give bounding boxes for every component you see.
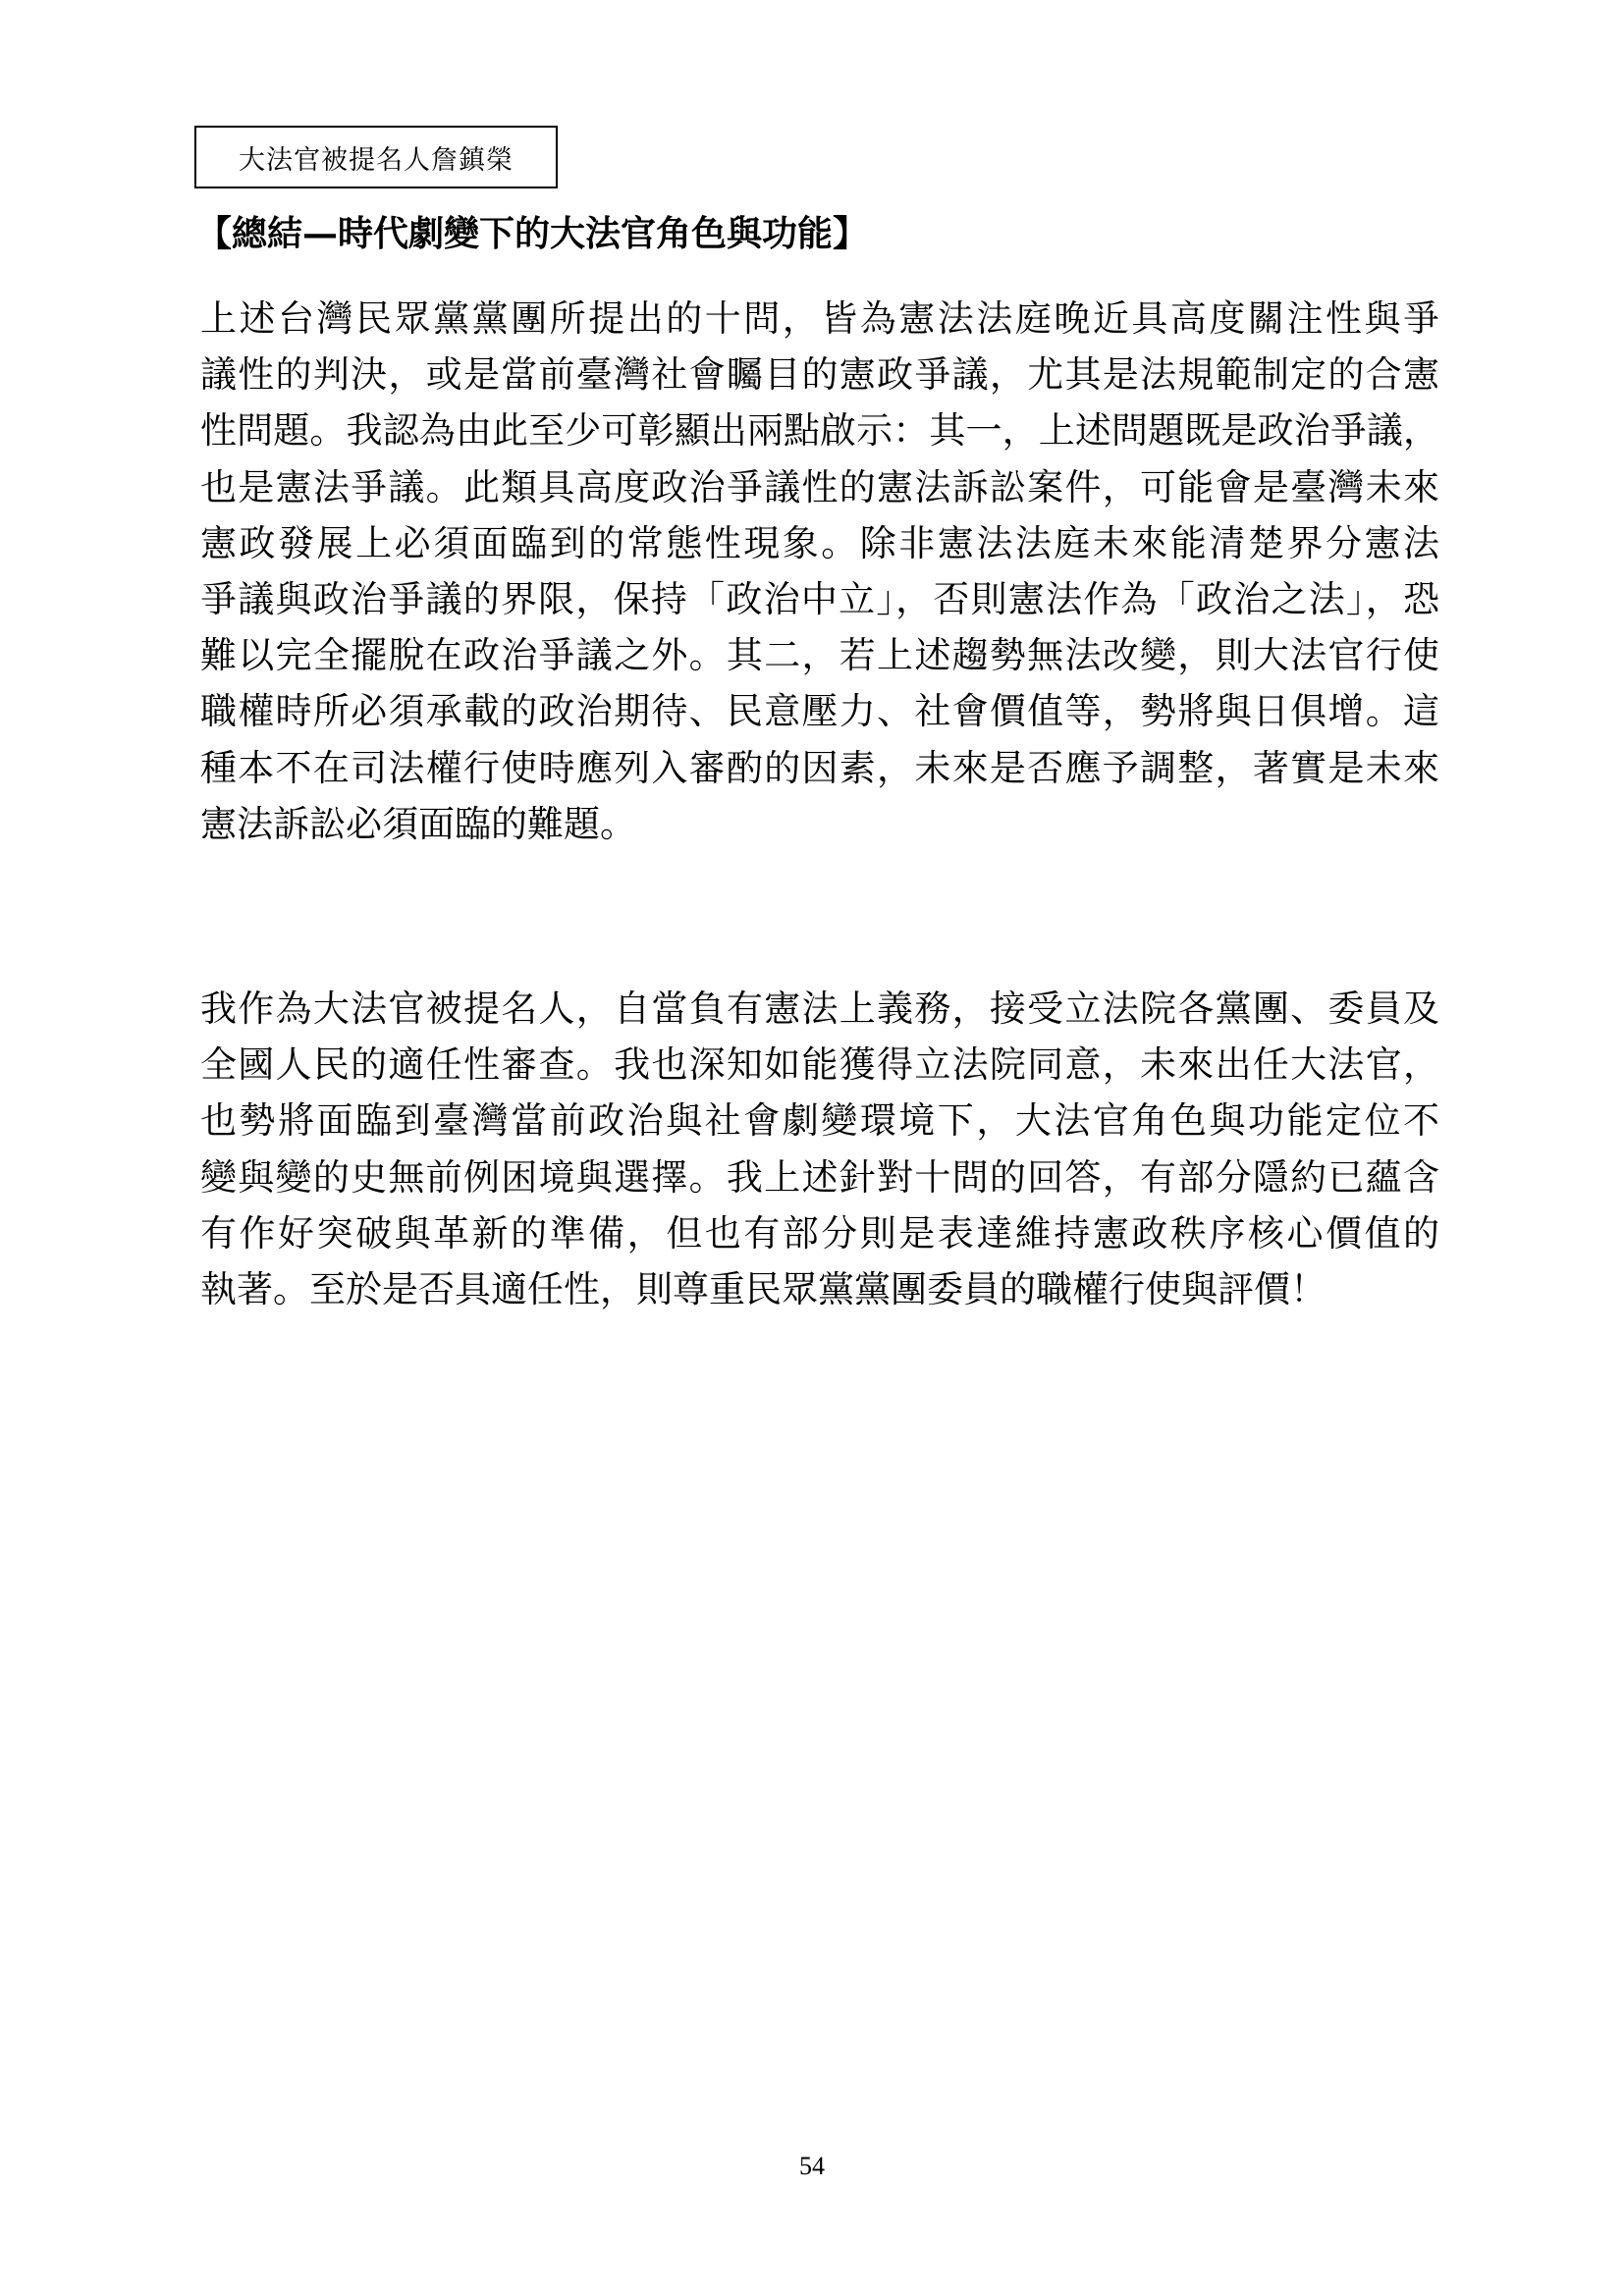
paragraph-line: 憲法訴訟必須面臨的難題。 xyxy=(200,802,636,845)
paragraph-line: 也勢將面臨到臺灣當前政治與社會劇變環境下，大法官角色與功能定位不 xyxy=(200,1099,1439,1143)
paragraph-line: 性問題。我認為由此至少可彰顯出兩點啟示：其一，上述問題既是政治爭議， xyxy=(200,409,1439,453)
paragraph-line: 我作為大法官被提名人，自當負有憲法上義務，接受立法院各黨團、委員及 xyxy=(200,988,1439,1030)
paragraph-line: 憲政發展上必須面臨到的常態性現象。除非憲法法庭未來能清楚界分憲法 xyxy=(200,521,1439,564)
nominee-label-box xyxy=(194,126,558,188)
paragraph-line: 變與變的史無前例困境與選擇。我上述針對十問的回答，有部分隱約已蘊含 xyxy=(200,1155,1439,1199)
paragraph-line: 職權時所必須承載的政治期待、民意壓力、社會價值等，勢將與日俱增。這 xyxy=(200,690,1439,733)
nominee-label: 大法官被提名人詹鎮榮 xyxy=(239,144,514,176)
paragraph-line: 也是憲法爭議。此類具高度政治爭議性的憲法訴訟案件，可能會是臺灣未來 xyxy=(200,465,1439,508)
page-number: 54 xyxy=(799,2152,825,2180)
paragraph-line: 全國人民的適任性審查。我也深知如能獲得立法院同意，未來出任大法官， xyxy=(200,1043,1439,1087)
body-paragraph xyxy=(200,291,1439,852)
paragraph-line: 議性的判決，或是當前臺灣社會矚目的憲政爭議，尤其是法規範制定的合憲 xyxy=(200,353,1439,397)
section-title: 【總結—時代劇變下的大法官角色與功能】 xyxy=(196,213,869,254)
paragraph-line: 爭議與政治爭議的界限，保持「政治中立」，否則憲法作為「政治之法」，恐 xyxy=(200,577,1439,620)
paragraph-line: 上述台灣民眾黨黨團所提出的十問，皆為憲法法庭晚近具高度關注性與爭 xyxy=(200,297,1439,340)
paragraph-line: 種本不在司法權行使時應列入審酌的因素，未來是否應予調整，著實是未來 xyxy=(200,746,1439,789)
paragraph-line: 執著。至於是否具適任性，則尊重民眾黨黨團委員的職權行使與評價！ xyxy=(200,1267,1326,1310)
body-paragraph xyxy=(200,981,1439,1317)
paragraph-line: 難以完全擺脫在政治爭議之外。其二，若上述趨勢無法改變，則大法官行使 xyxy=(200,634,1439,677)
paragraph-line: 有作好突破與革新的準備，但也有部分則是表達維持憲政秩序核心價值的 xyxy=(200,1211,1439,1255)
